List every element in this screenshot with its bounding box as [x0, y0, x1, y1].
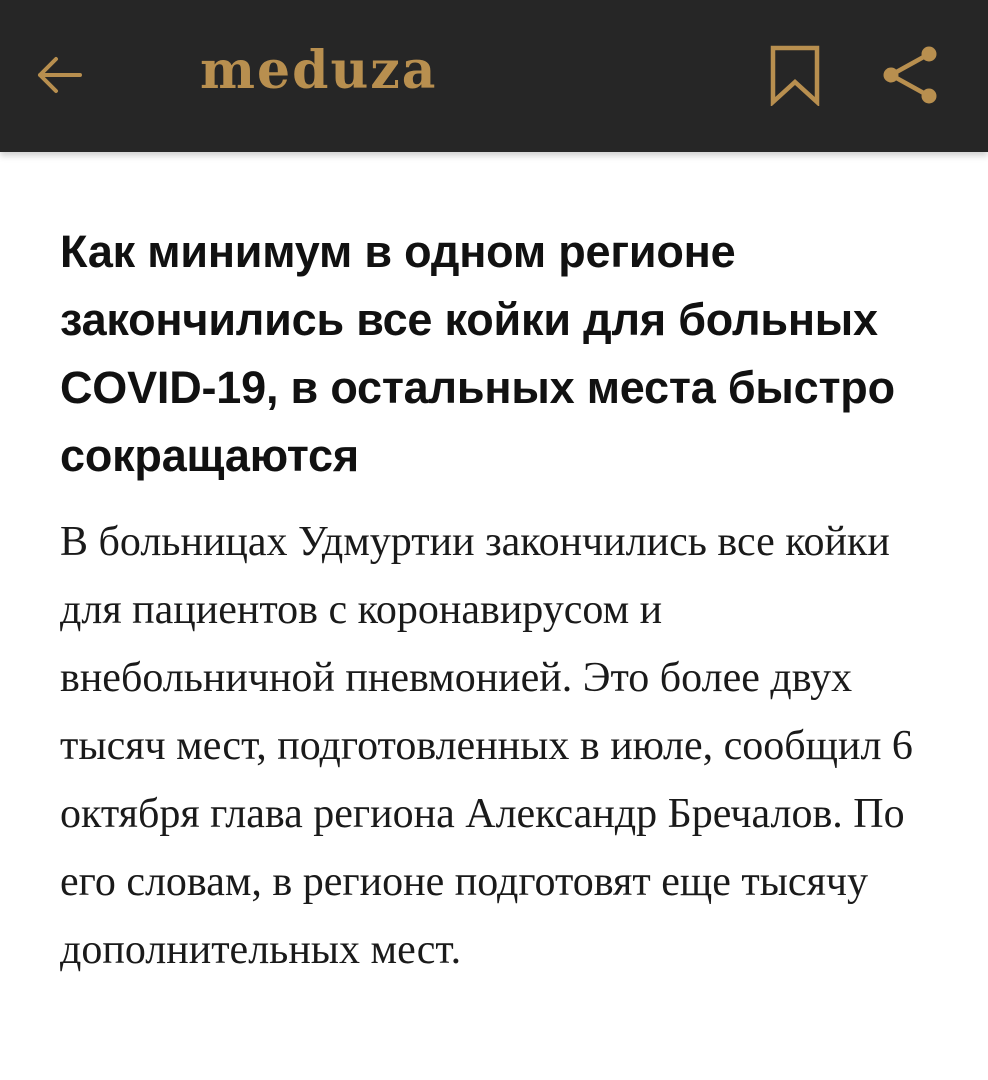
top-app-bar	[0, 0, 988, 152]
article-content	[60, 218, 940, 984]
meduza-logo[interactable]: meduza	[200, 40, 438, 101]
bookmark-icon	[768, 44, 822, 106]
back-button[interactable]	[30, 45, 90, 105]
article-lead: В больницах Удмуртии закончились все койки для пациентов с коронавирусом и внебольничной пневмонией. Это более двух тысяч мест, подготовленных в июле, сообщил 6 октября глава региона Александр Бречалов. По его словам, в регионе подготовят еще тысячу дополнительных мест.	[60, 519, 913, 973]
bookmark-button[interactable]	[760, 40, 830, 110]
share-button[interactable]	[870, 40, 950, 110]
share-icon	[877, 44, 943, 106]
back-arrow-icon	[36, 55, 84, 95]
article-headline[interactable]: Как минимум в одном регионе закончились все койки для больных COVID-19, в остальных места быстро сокращаются	[60, 226, 895, 481]
